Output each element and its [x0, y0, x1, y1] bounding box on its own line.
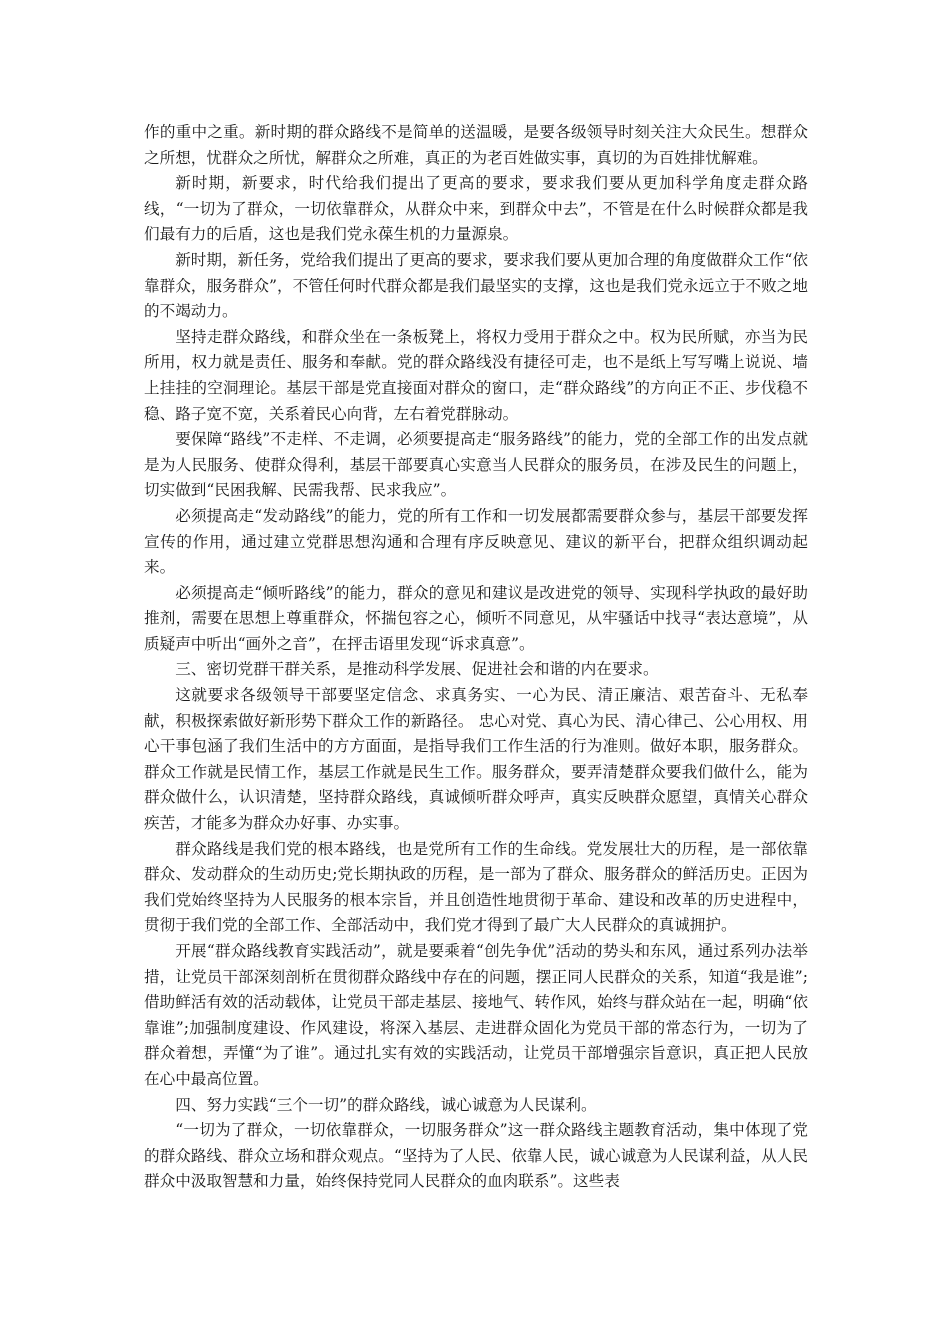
- paragraph: 群众路线是我们党的根本路线，也是党所有工作的生命线。党发展壮大的历程，是一部依靠群众、发动群众的生动历史;党长期执政的历程，是一部为了群众、服务群众的鲜活历史。正因为我们党始终坚持为人民服务的根本宗旨，并且创造性地贯彻于革命、建设和改革的历史进程中，贯彻于我们党的全部工作、全部活动中，我们党才得到了最广大人民群众的真诚拥护。: [144, 839, 808, 935]
- paragraph: “一切为了群众，一切依靠群众，一切服务群众”这一群众路线主题教育活动，集中体现了党的群众路线、群众立场和群众观点。“坚持为了人民、依靠人民，诚心诚意为人民谋利益，从人民群众中汲取智慧和力量，始终保持党同人民群众的血肉联系”。这些表: [144, 1121, 808, 1191]
- paragraph: 开展“群众路线教育实践活动”，就是要乘着“创先争优”活动的势头和东风，通过系列办法举措，让党员干部深刻剖析在贯彻群众路线中存在的问题，摆正同人民群众的关系，知道“我是谁”;借助鲜活有效的活动载体，让党员干部走基层、接地气、转作风，始终与群众站在一起，明确“依靠谁”;加强制度建设、作风建设，将深入基层、走进群众固化为党员干部的常态行为，一切为了群众着想，弄懂“为了谁”。通过扎实有效的实践活动，让党员干部增强宗旨意识，真正把人民放在心中最高位置。: [144, 942, 808, 1088]
- paragraph: 必须提高走“倾听路线”的能力，群众的意见和建议是改进党的领导、实现科学执政的最好助推剂，需要在思想上尊重群众，怀揣包容之心，倾听不同意见，从牢骚话中找寻“表达意境”，从质疑声中听出“画外之音”，在抨击语里发现“诉求真意”。: [144, 583, 808, 653]
- paragraph: 作的重中之重。新时期的群众路线不是简单的送温暖，是要各级领导时刻关注大众民生。想群众之所想，忧群众之所忧，解群众之所难，真正的为老百姓做实事，真切的为百姓排忧解难。: [144, 123, 808, 167]
- document-body: [144, 120, 808, 1195]
- paragraph: 坚持走群众路线，和群众坐在一条板凳上，将权力受用于群众之中。权为民所赋，亦当为民所用，权力就是责任、服务和奉献。党的群众路线没有捷径可走，也不是纸上写写嘴上说说、墙上挂挂的空洞理论。基层干部是党直接面对群众的窗口，走“群众路线”的方向正不正、步伐稳不稳、路子宽不宽，关系着民心向背，左右着党群脉动。: [144, 327, 808, 423]
- paragraph: 这就要求各级领导干部要坚定信念、求真务实、一心为民、清正廉洁、艰苦奋斗、无私奉献，积极探索做好新形势下群众工作的新路径。 忠心对党、真心为民、清心律己、公心用权、用心干事包涵了我们生活中的方方面面，是指导我们工作生活的行为准则。做好本职，服务群众。群众工作就是民情工作，基层工作就是民生工作。服务群众，要弄清楚群众要我们做什么，能为群众做什么，认识清楚，坚持群众路线，真诚倾听群众呼声，真实反映群众愿望，真情关心群众疾苦，才能多为群众办好事、办实事。: [144, 686, 808, 833]
- section-heading: 三、密切党群干群关系，是推动科学发展、促进社会和谐的内在要求。: [175, 660, 659, 679]
- section-heading: 四、努力实践“三个一切”的群众路线，诚心诚意为人民谋利。: [175, 1095, 597, 1114]
- paragraph: 新时期，新要求，时代给我们提出了更高的要求，要求我们要从更加科学角度走群众路线，“一切为了群众，一切依靠群众，从群众中来，到群众中去”，不管是在什么时候群众都是我们最有力的后盾，这也是我们党永葆生机的力量源泉。: [144, 174, 808, 244]
- paragraph: 新时期，新任务，党给我们提出了更高的要求，要求我们要从更加合理的角度做群众工作“依靠群众，服务群众”，不管任何时代群众都是我们最坚实的支撑，这也是我们党永远立于不败之地的不竭动力。: [144, 250, 808, 321]
- paragraph: 必须提高走“发动路线”的能力，党的所有工作和一切发展都需要群众参与，基层干部要发挥宣传的作用，通过建立党群思想沟通和合理有序反映意见、建议的新平台，把群众组织调动起来。: [144, 506, 808, 577]
- paragraph: 要保障“路线”不走样、不走调，必须要提高走“服务路线”的能力，党的全部工作的出发点就是为人民服务、使群众得利，基层干部要真心实意当人民群众的服务员，在涉及民生的问题上，切实做到“民困我解、民需我帮、民求我应”。: [144, 430, 808, 500]
